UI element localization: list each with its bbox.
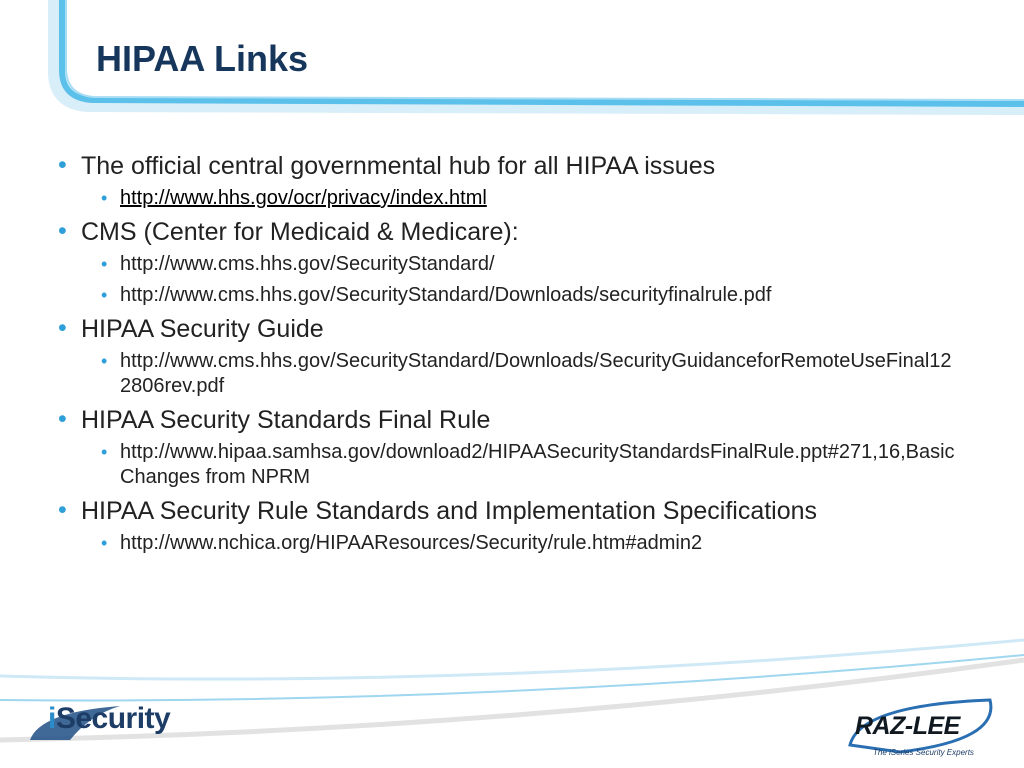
item-text: The official central governmental hub for all HIPAA issues [81, 152, 716, 180]
list-item [58, 151, 968, 182]
hhs-privacy-link[interactable]: http://www.hhs.gov/ocr/privacy/index.html [120, 187, 487, 209]
links-list [58, 151, 968, 562]
bullet-icon: • [101, 254, 108, 274]
sub-list-item [101, 186, 968, 211]
bullet-icon: • [101, 285, 108, 305]
bullet-icon: • [58, 151, 67, 179]
item-text: HIPAA Security Rule Standards and Implementation Specifications [81, 497, 818, 525]
isecurity-logo: iSecurity [48, 702, 171, 735]
bullet-icon: • [58, 217, 67, 245]
raz-lee-logo [855, 712, 990, 762]
bullet-icon: • [58, 405, 67, 433]
security-guidance-link: http://www.cms.hhs.gov/SecurityStandard/Downloads/SecurityGuidanceforRemoteUseFinal122806rev.pdf [120, 350, 952, 397]
sub-list-item [101, 349, 968, 399]
item-text: HIPAA Security Guide [81, 315, 324, 343]
sub-list-item [101, 440, 968, 490]
raz-lee-wordmark: RAZ-LEE [855, 712, 960, 740]
sub-list-item [101, 531, 968, 556]
list-item [58, 496, 968, 527]
list-item [58, 405, 968, 436]
list-item [58, 217, 968, 248]
sub-list-item [101, 283, 968, 308]
list-item [58, 314, 968, 345]
bullet-icon: • [58, 314, 67, 342]
samhsa-final-rule-link: http://www.hipaa.samhsa.gov/download2/HIPAASecurityStandardsFinalRule.ppt#271,16,Basic Changes from NPRM [120, 441, 955, 488]
bullet-icon: • [101, 351, 108, 371]
item-text: CMS (Center for Medicaid & Medicare): [81, 218, 519, 246]
bullet-icon: • [101, 533, 108, 553]
sub-list-item [101, 252, 968, 277]
bullet-icon: • [101, 188, 108, 208]
item-text: HIPAA Security Standards Final Rule [81, 406, 491, 434]
page-title: HIPAA Links [96, 38, 309, 79]
nchica-rule-link: http://www.nchica.org/HIPAAResources/Security/rule.htm#admin2 [120, 532, 703, 554]
bullet-icon: • [101, 442, 108, 462]
cms-security-standard-link: http://www.cms.hhs.gov/SecurityStandard/ [120, 253, 495, 275]
raz-lee-tagline: The iSeries Security Experts [873, 748, 974, 757]
cms-security-final-rule-link: http://www.cms.hhs.gov/SecurityStandard/Downloads/securityfinalrule.pdf [120, 284, 772, 306]
bullet-icon: • [58, 496, 67, 524]
